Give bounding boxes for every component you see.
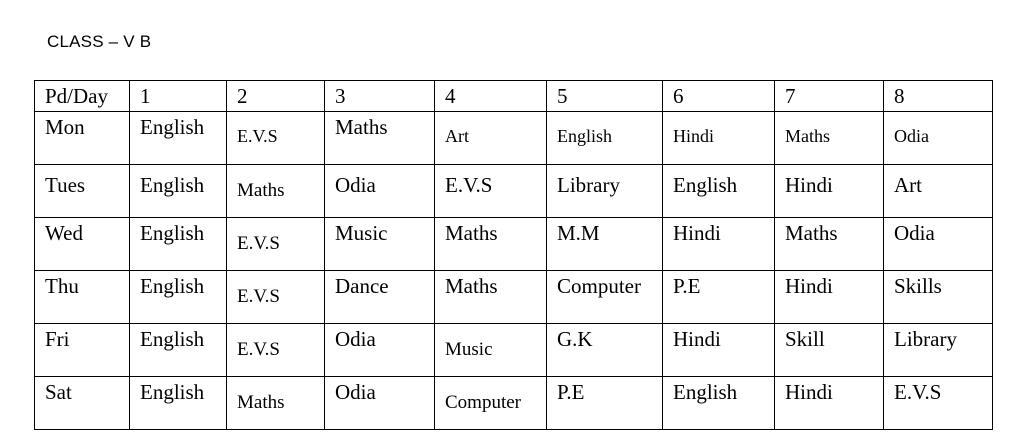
subject-cell	[435, 324, 547, 377]
subject-label: G.K	[557, 327, 593, 351]
subject-cell	[130, 165, 227, 218]
subject-label: Odia	[894, 126, 929, 146]
day-label: Fri	[45, 327, 70, 351]
subject-label: Maths	[785, 221, 838, 245]
table-row	[35, 112, 993, 165]
subject-cell	[547, 112, 663, 165]
subject-cell	[663, 165, 775, 218]
subject-cell	[547, 165, 663, 218]
subject-label: Hindi	[785, 274, 833, 298]
subject-label: P.E	[557, 380, 585, 404]
subject-cell	[663, 112, 775, 165]
table-row	[35, 377, 993, 430]
header-cell-period: 3	[325, 81, 435, 112]
subject-label: Computer	[557, 274, 641, 298]
subject-label: English	[140, 380, 205, 404]
subject-label: Maths	[237, 180, 285, 201]
subject-cell	[227, 112, 325, 165]
subject-label: M.M	[557, 221, 600, 245]
day-cell	[35, 377, 130, 430]
subject-label: Odia	[335, 327, 376, 351]
table-row	[35, 324, 993, 377]
header-cell-period: 6	[663, 81, 775, 112]
timetable	[34, 80, 993, 430]
subject-label: English	[140, 221, 205, 245]
subject-label: E.V.S	[237, 126, 278, 146]
header-cell-period: 5	[547, 81, 663, 112]
subject-cell	[130, 218, 227, 271]
subject-cell	[663, 324, 775, 377]
subject-cell	[325, 271, 435, 324]
subject-label: Skill	[785, 327, 825, 351]
subject-cell	[325, 112, 435, 165]
subject-label: Skills	[894, 274, 942, 298]
day-cell	[35, 271, 130, 324]
subject-cell	[325, 377, 435, 430]
subject-label: Odia	[335, 380, 376, 404]
subject-label: Hindi	[785, 380, 833, 404]
subject-label: Music	[335, 221, 388, 245]
subject-label: Hindi	[785, 173, 833, 197]
subject-cell	[130, 324, 227, 377]
header-cell-period: 8	[884, 81, 993, 112]
subject-label: E.V.S	[894, 380, 942, 404]
subject-label: English	[673, 380, 738, 404]
subject-label: Music	[445, 339, 493, 360]
subject-label: Maths	[237, 392, 285, 413]
subject-cell	[435, 218, 547, 271]
subject-cell	[435, 112, 547, 165]
subject-cell	[884, 377, 993, 430]
subject-cell	[775, 112, 884, 165]
subject-label: Odia	[335, 173, 376, 197]
subject-cell	[547, 377, 663, 430]
subject-cell	[884, 271, 993, 324]
subject-cell	[227, 377, 325, 430]
header-cell-pd-day: Pd/Day	[35, 81, 130, 112]
subject-label: E.V.S	[237, 286, 280, 307]
subject-cell	[325, 218, 435, 271]
class-title: CLASS – V B	[47, 32, 152, 51]
table-row	[35, 165, 993, 218]
subject-cell	[130, 271, 227, 324]
subject-cell	[227, 218, 325, 271]
header-cell-period: 2	[227, 81, 325, 112]
subject-label: Hindi	[673, 126, 715, 146]
subject-label: English	[140, 115, 205, 139]
subject-cell	[884, 218, 993, 271]
header-row	[35, 81, 993, 112]
subject-cell	[325, 324, 435, 377]
subject-label: Library	[557, 173, 620, 197]
subject-label: English	[140, 327, 205, 351]
subject-cell	[435, 377, 547, 430]
subject-cell	[884, 112, 993, 165]
day-label: Wed	[45, 221, 83, 245]
header-cell-period: 4	[435, 81, 547, 112]
day-cell	[35, 324, 130, 377]
subject-label: Maths	[445, 274, 498, 298]
subject-label: Odia	[894, 221, 935, 245]
subject-label: Hindi	[673, 221, 721, 245]
subject-cell	[775, 165, 884, 218]
day-label: Thu	[45, 274, 79, 298]
subject-cell	[325, 165, 435, 218]
day-label: Mon	[45, 115, 85, 139]
day-label: Sat	[45, 380, 72, 404]
subject-label: English	[140, 274, 205, 298]
subject-cell	[435, 271, 547, 324]
table-row	[35, 271, 993, 324]
subject-cell	[775, 324, 884, 377]
subject-cell	[227, 271, 325, 324]
subject-label: E.V.S	[237, 339, 280, 360]
day-cell	[35, 112, 130, 165]
subject-label: Dance	[335, 274, 389, 298]
day-cell	[35, 218, 130, 271]
subject-label: E.V.S	[445, 173, 493, 197]
table-row	[35, 218, 993, 271]
subject-label: Library	[894, 327, 957, 351]
subject-cell	[775, 218, 884, 271]
subject-cell	[227, 324, 325, 377]
subject-cell	[775, 271, 884, 324]
subject-cell	[547, 218, 663, 271]
subject-label: Maths	[785, 126, 830, 146]
subject-label: Computer	[445, 392, 521, 413]
day-label: Tues	[45, 173, 86, 197]
subject-label: Art	[445, 126, 469, 146]
subject-label: P.E	[673, 274, 701, 298]
subject-cell	[663, 271, 775, 324]
day-cell	[35, 165, 130, 218]
subject-label: E.V.S	[237, 233, 280, 254]
subject-label: Hindi	[673, 327, 721, 351]
subject-cell	[663, 218, 775, 271]
subject-cell	[130, 377, 227, 430]
subject-cell	[435, 165, 547, 218]
subject-cell	[547, 271, 663, 324]
subject-label: English	[673, 173, 738, 197]
subject-cell	[130, 112, 227, 165]
subject-cell	[663, 377, 775, 430]
subject-cell	[884, 165, 993, 218]
header-cell-period: 1	[130, 81, 227, 112]
subject-cell	[775, 377, 884, 430]
subject-label: English	[140, 173, 205, 197]
subject-label: Maths	[445, 221, 498, 245]
subject-cell	[547, 324, 663, 377]
subject-label: English	[557, 126, 613, 146]
subject-label: Maths	[335, 115, 388, 139]
header-cell-period: 7	[775, 81, 884, 112]
subject-cell	[227, 165, 325, 218]
subject-label: Art	[894, 173, 922, 197]
subject-cell	[884, 324, 993, 377]
